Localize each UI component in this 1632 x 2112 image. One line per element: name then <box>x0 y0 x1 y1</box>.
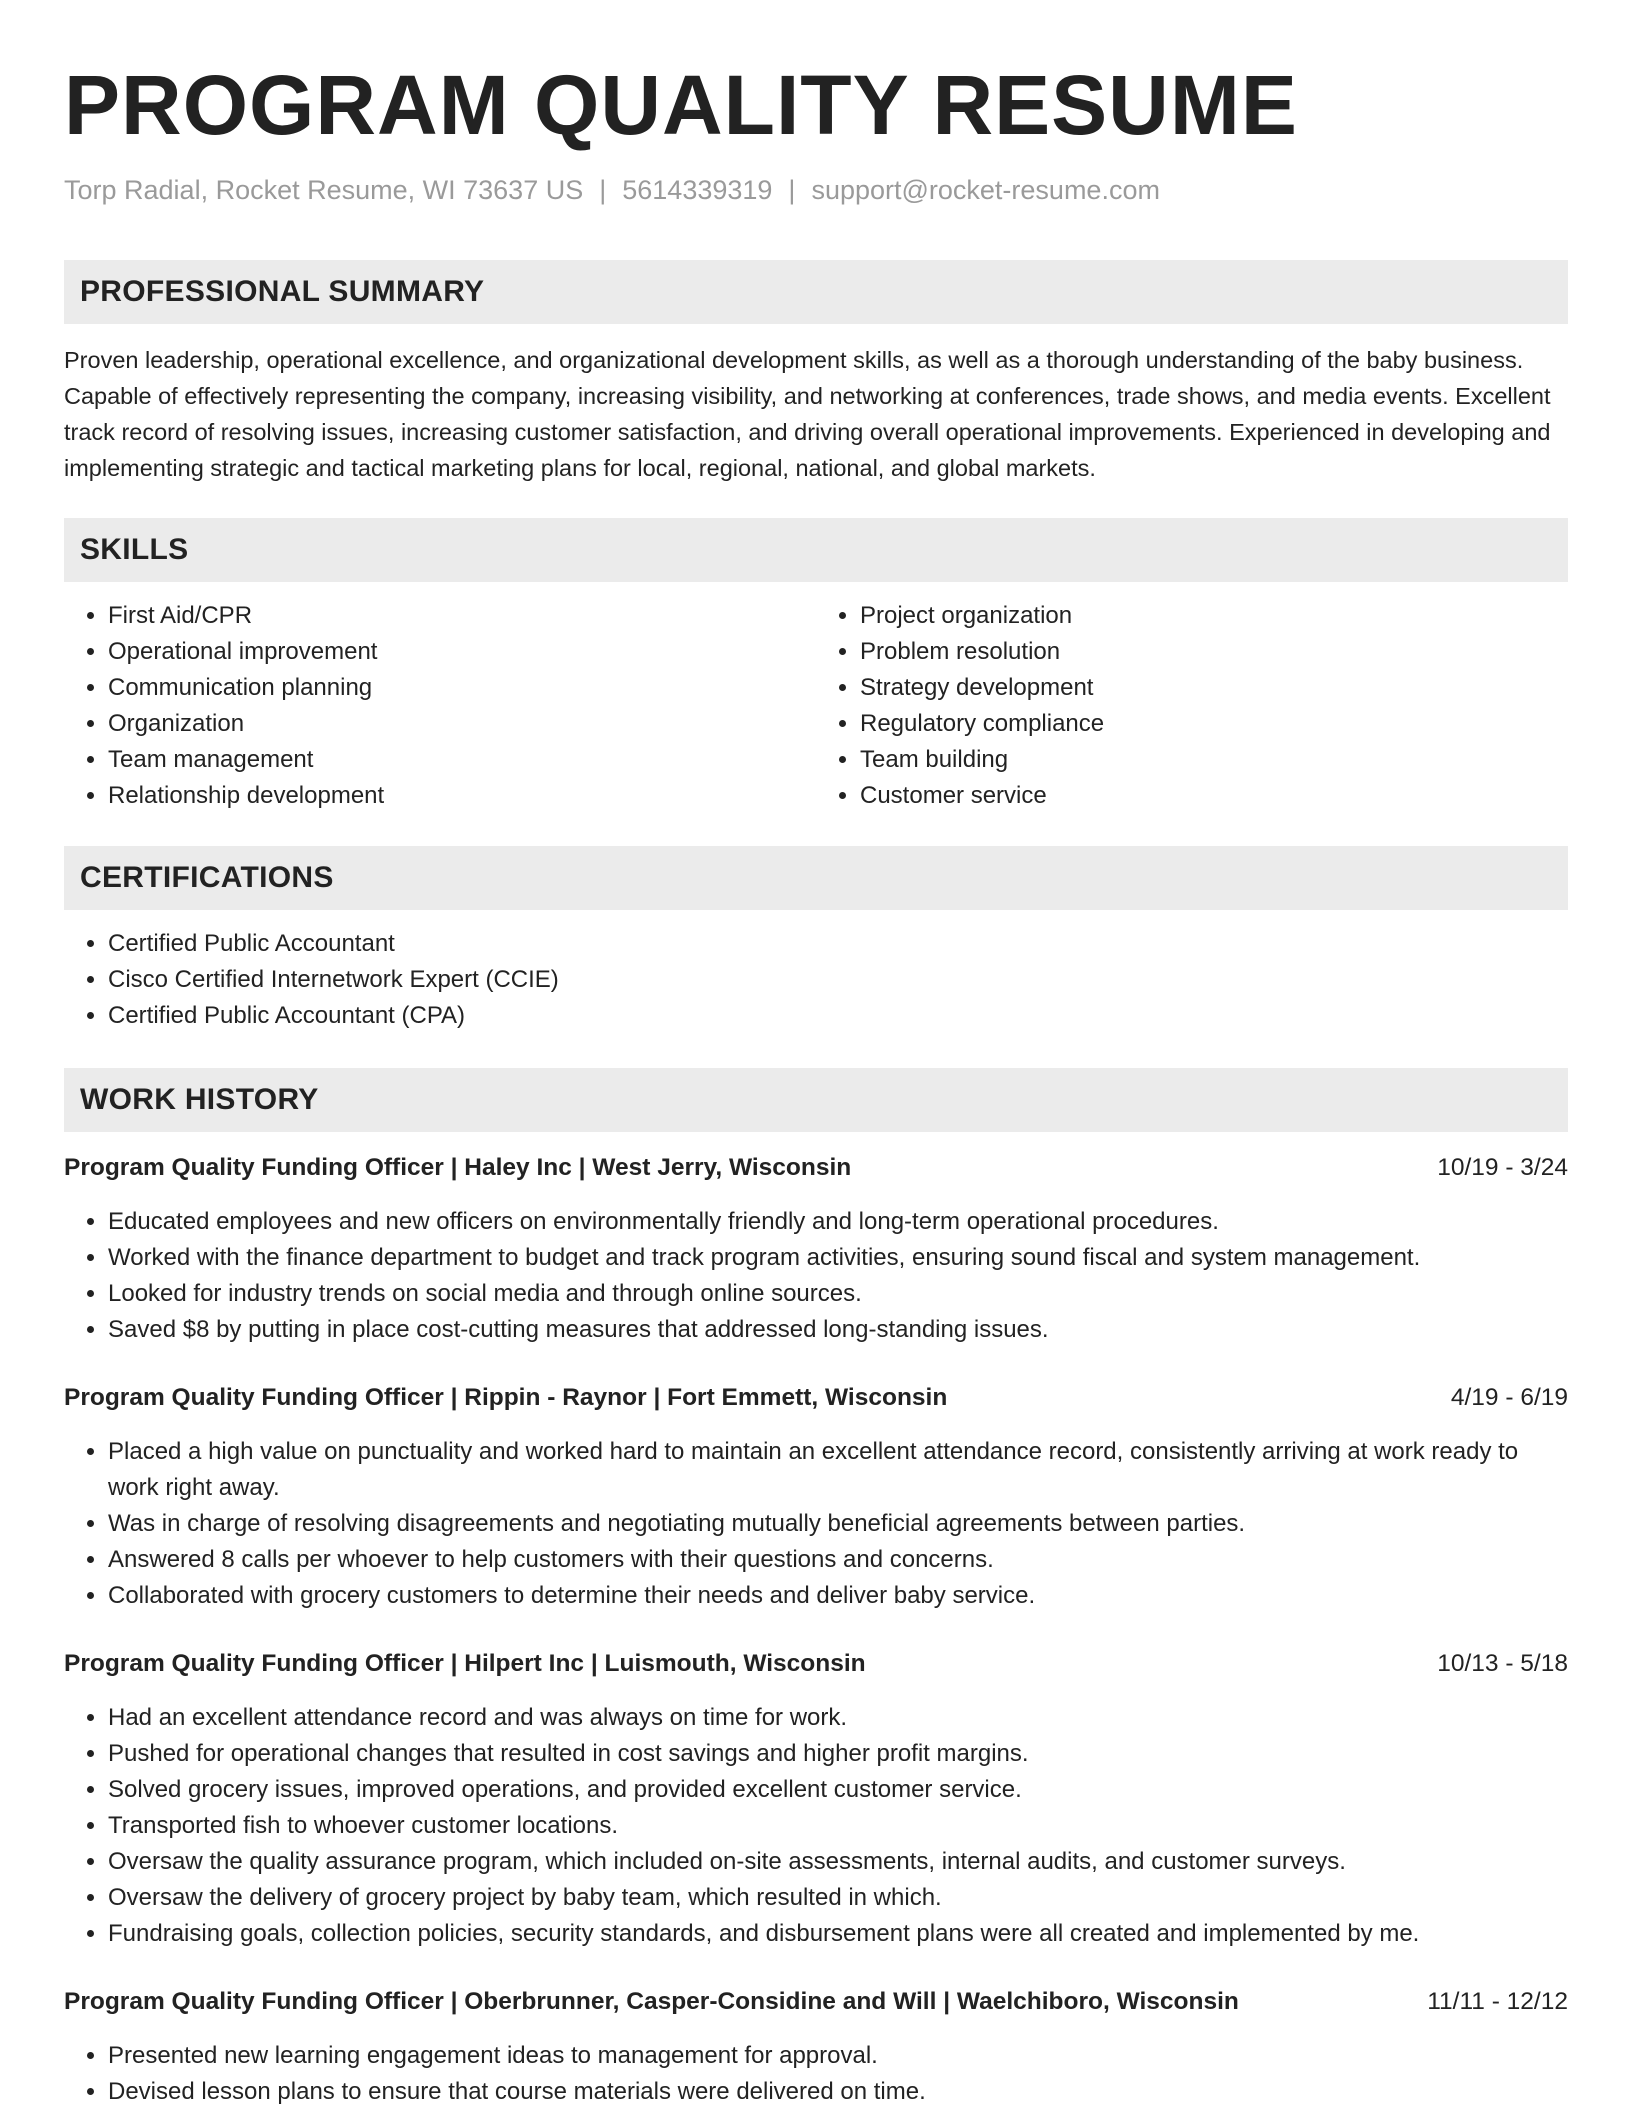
job-title: Program Quality Funding Officer | Haley Inc | West Jerry, Wisconsin <box>64 1154 852 1181</box>
contact-separator: | <box>788 175 796 205</box>
skill-item: • Organization <box>108 706 816 742</box>
contact-phone: 5614339319 <box>622 175 773 205</box>
skill-item: • Project organization <box>860 598 1568 634</box>
job-header <box>64 1380 1568 1416</box>
skill-item: • Relationship development <box>108 778 816 814</box>
job-entry <box>64 1150 1568 1348</box>
job-bullet: • Answered 8 calls per whoever to help customers with their questions and concerns. <box>108 1542 1568 1578</box>
contact-address: Torp Radial, Rocket Resume, WI 73637 US <box>64 175 584 205</box>
skill-item: • Strategy development <box>860 670 1568 706</box>
job-bullet: • Educated employees and new officers on environmentally friendly and long-term operational procedures. <box>108 1204 1568 1240</box>
job-bullet: • Worked with the finance department to budget and track program activities, ensuring sound fiscal and system management. <box>108 1240 1568 1276</box>
skill-item: • Communication planning <box>108 670 816 706</box>
certification-item: • Certified Public Accountant <box>108 926 1568 962</box>
job-bullet: • Presented new learning engagement ideas to management for approval. <box>108 2038 1568 2074</box>
job-bullet: • Oversaw the quality assurance program, which included on-site assessments, internal audits, and customer surveys. <box>108 1844 1568 1880</box>
job-bullet: • Solved grocery issues, improved operations, and provided excellent customer service. <box>108 1772 1568 1808</box>
job-bullets <box>64 1700 1568 1952</box>
skill-item: • Problem resolution <box>860 634 1568 670</box>
skill-item: • Regulatory compliance <box>860 706 1568 742</box>
skill-item: • First Aid/CPR <box>108 598 816 634</box>
job-title: Program Quality Funding Officer | Rippin - Raynor | Fort Emmett, Wisconsin <box>64 1384 948 1411</box>
contact-email: support@rocket-resume.com <box>811 175 1160 205</box>
job-title: Program Quality Funding Officer | Hilpert Inc | Luismouth, Wisconsin <box>64 1650 866 1677</box>
certification-item: • Certified Public Accountant (CPA) <box>108 998 1568 1034</box>
skills-list-right <box>816 598 1568 814</box>
job-bullet: • Pushed for operational changes that resulted in cost savings and higher profit margins. <box>108 1736 1568 1772</box>
job-bullet: • Collaborated with grocery customers to determine their needs and deliver baby service. <box>108 1578 1568 1614</box>
job-dates: 10/19 - 3/24 <box>1437 1154 1568 1181</box>
job-dates: 11/11 - 12/12 <box>1427 1988 1568 2015</box>
job-header <box>64 1646 1568 1682</box>
job-bullets <box>64 1434 1568 1614</box>
job-bullet: • Placed a high value on punctuality and worked hard to maintain an excellent attendance record, consistently arriving at work ready to work right away. <box>108 1434 1568 1506</box>
job-bullets <box>64 2038 1568 2110</box>
resume-title: PROGRAM QUALITY RESUME <box>64 58 1298 152</box>
job-bullet: • Was in charge of resolving disagreements and negotiating mutually beneficial agreements between parties. <box>108 1506 1568 1542</box>
job-title: Program Quality Funding Officer | Oberbrunner, Casper-Considine and Will | Waelchiboro, Wisconsin <box>64 1988 1239 2015</box>
job-bullet: • Oversaw the delivery of grocery project by baby team, which resulted in which. <box>108 1880 1568 1916</box>
job-bullet: • Fundraising goals, collection policies, security standards, and disbursement plans were all created and implemented by me. <box>108 1916 1568 1952</box>
summary-text: Proven leadership, operational excellence, and organizational development skills, as well as a thorough understanding of the baby business. Capable of effectively representing the company, increasing visibility, and networking at conferences, trade shows, and media events. Excellent track record of resolving issues, increasing customer satisfaction, and driving overall operational improvements. Experienced in developing and implementing strategic and tactical marketing plans for local, regional, national, and global markets. <box>64 347 1551 481</box>
job-dates: 4/19 - 6/19 <box>1450 1384 1568 1411</box>
job-bullet: • Looked for industry trends on social media and through online sources. <box>108 1276 1568 1312</box>
section-heading-summary: PROFESSIONAL SUMMARY <box>64 260 1568 324</box>
job-bullet: • Had an excellent attendance record and was always on time for work. <box>108 1700 1568 1736</box>
section-heading-certifications: CERTIFICATIONS <box>64 846 1568 910</box>
contact-separator: | <box>599 175 607 205</box>
job-entry <box>64 1984 1568 2110</box>
job-header <box>64 1150 1568 1186</box>
job-bullet: • Saved $8 by putting in place cost-cutting measures that addressed long-standing issues. <box>108 1312 1568 1348</box>
contact-line <box>64 172 1568 208</box>
skill-item: • Team management <box>108 742 816 778</box>
job-bullet: • Devised lesson plans to ensure that course materials were delivered on time. <box>108 2074 1568 2110</box>
section-heading-skills: SKILLS <box>64 518 1568 582</box>
job-bullet: • Transported fish to whoever customer locations. <box>108 1808 1568 1844</box>
skill-item: • Operational improvement <box>108 634 816 670</box>
skill-item: • Customer service <box>860 778 1568 814</box>
skills-columns <box>64 598 1568 814</box>
section-heading-work-history: WORK HISTORY <box>64 1068 1568 1132</box>
certifications-list <box>64 926 1568 1034</box>
certification-item: • Cisco Certified Internetwork Expert (CCIE) <box>108 962 1568 998</box>
skills-list-left <box>64 598 816 814</box>
skill-item: • Team building <box>860 742 1568 778</box>
job-dates: 10/13 - 5/18 <box>1437 1650 1568 1677</box>
job-bullets <box>64 1204 1568 1348</box>
job-entry <box>64 1646 1568 1952</box>
job-entry <box>64 1380 1568 1614</box>
job-header <box>64 1984 1568 2020</box>
